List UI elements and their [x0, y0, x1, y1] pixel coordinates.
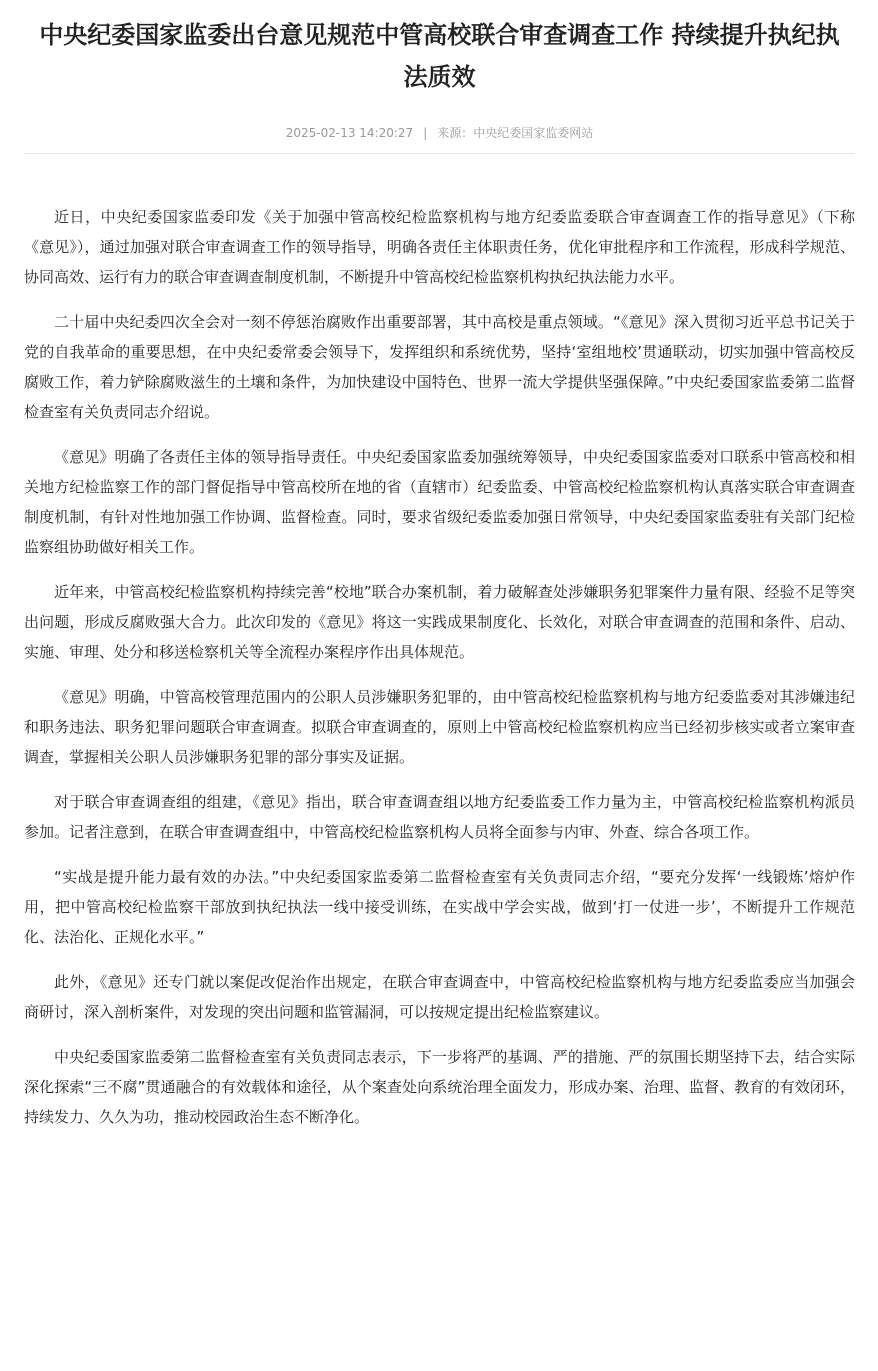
article-body: [24, 202, 855, 1132]
paragraph: 近年来，中管高校纪检监察机构持续完善“校地”联合办案机制，着力破解查处涉嫌职务犯罪案件力量有限、经验不足等突出问题，形成反腐败强大合力。此次印发的《意见》将这一实践成果制度化、长效化，对联合审查调查的范围和条件、启动、实施、审理、处分和移送检察机关等全流程办案程序作出具体规范。: [24, 583, 855, 661]
meta-separator: |: [423, 126, 428, 140]
paragraph: 近日，中央纪委国家监委印发《关于加强中管高校纪检监察机构与地方纪委监委联合审查调查工作的指导意见》（下称《意见》），通过加强对联合审查调查工作的领导指导，明确各责任主体职责任务，优化审批程序和工作流程，形成科学规范、协同高效、运行有力的联合审查调查制度机制，不断提升中管高校纪检监察机构执纪执法能力水平。: [24, 208, 855, 286]
meta-divider: [24, 153, 855, 154]
paragraph: 二十届中央纪委四次全会对一刻不停惩治腐败作出重要部署，其中高校是重点领域。“《意见》深入贯彻习近平总书记关于党的自我革命的重要思想，在中央纪委常委会领导下，发挥组织和系统优势，坚持‘室组地校’贯通联动，切实加强中管高校反腐败工作，着力铲除腐败滋生的土壤和条件，为加快建设中国特色、世界一流大学提供坚强保障。”中央纪委国家监委第二监督检查室有关负责同志介绍说。: [24, 313, 855, 421]
article-meta: [24, 125, 855, 141]
article-title: 中央纪委国家监委出台意见规范中管高校联合审查调查工作 持续提升执纪执法质效: [39, 21, 840, 91]
article: [24, 0, 855, 1147]
paragraph: 《意见》明确了各责任主体的领导指导责任。中央纪委国家监委加强统筹领导，中央纪委国家监委对口联系中管高校和相关地方纪检监察工作的部门督促指导中管高校所在地的省（直辖市）纪委监委、中管高校纪检监察机构认真落实联合审查调查制度机制，有针对性地加强工作协调、监督检查。同时，要求省级纪委监委加强日常领导，中央纪委国家监委驻有关部门纪检监察组协助做好相关工作。: [24, 448, 855, 556]
paragraph: 中央纪委国家监委第二监督检查室有关负责同志表示，下一步将严的基调、严的措施、严的氛围长期坚持下去，结合实际深化探索“三不腐”贯通融合的有效载体和途径，从个案查处向系统治理全面发力，形成办案、治理、监督、教育的有效闭环，持续发力、久久为功，推动校园政治生态不断净化。: [24, 1048, 855, 1126]
paragraph: 对于联合审查调查组的组建，《意见》指出，联合审查调查组以地方纪委监委工作力量为主，中管高校纪检监察机构派员参加。记者注意到，在联合审查调查组中，中管高校纪检监察机构人员将全面参与内审、外查、综合各项工作。: [24, 793, 855, 841]
paragraph: “实战是提升能力最有效的办法。”中央纪委国家监委第二监督检查室有关负责同志介绍，“要充分发挥‘一线锻炼’熔炉作用，把中管高校纪检监察干部放到执纪执法一线中接受训练，在实战中学会实战，做到‘打一仗进一步’，不断提升工作规范化、法治化、正规化水平。”: [24, 868, 855, 946]
article-source: 来源：中央纪委国家监委网站: [437, 126, 594, 140]
paragraph: 《意见》明确，中管高校管理范围内的公职人员涉嫌职务犯罪的，由中管高校纪检监察机构与地方纪委监委对其涉嫌违纪和职务违法、职务犯罪问题联合审查调查。拟联合审查调查的，原则上中管高校纪检监察机构应当已经初步核实或者立案审查调查，掌握相关公职人员涉嫌职务犯罪的部分事实及证据。: [24, 688, 855, 766]
paragraph: 此外，《意见》还专门就以案促改促治作出规定，在联合审查调查中，中管高校纪检监察机构与地方纪委监委应当加强会商研讨，深入剖析案件，对发现的突出问题和监管漏洞，可以按规定提出纪检监察建议。: [24, 973, 855, 1021]
publish-datetime: 2025-02-13 14:20:27: [285, 126, 414, 140]
